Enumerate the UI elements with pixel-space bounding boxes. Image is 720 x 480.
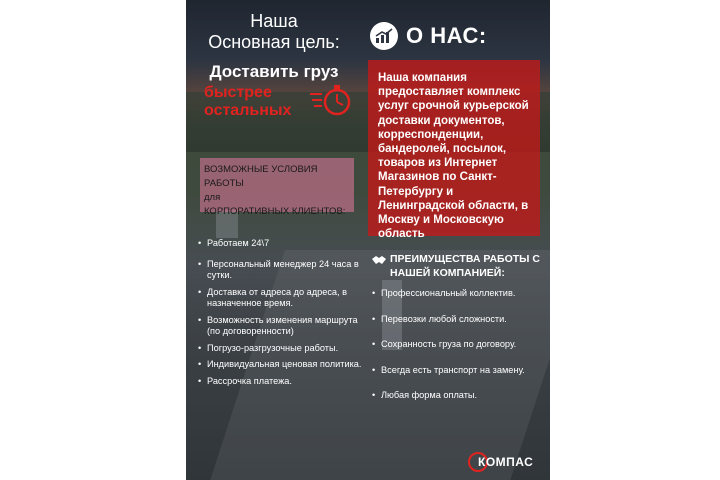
logo-text: КОМПАС [478, 455, 534, 469]
advantages-line-2: НАШЕЙ КОМПАНИЕЙ: [390, 267, 505, 279]
about-title: О НАС: [406, 23, 487, 48]
list-item: • Возможность изменения маршрута (по договоренности) [198, 315, 368, 338]
advantages-list [372, 288, 544, 402]
goal-line-4: быстрее [204, 84, 272, 101]
list-item: • Доставка от адреса до адреса, в назначенное время. [198, 287, 368, 310]
conditions-line-3: КОРПОРАТИВНЫХ КЛИЕНТОВ: [204, 206, 346, 217]
conditions-line-2: для [204, 192, 221, 203]
goal-line-5: остальных [204, 102, 292, 119]
goal-line-2: Основная цель: [208, 32, 340, 52]
list-item: • Персональный менеджер 24 часа в сутки. [198, 259, 368, 282]
list-item: • Всегда есть транспорт на замену. [372, 365, 544, 377]
stopwatch-icon [310, 80, 354, 120]
list-item: • Любая форма оплаты. [372, 390, 544, 402]
list-item: • Перевозки любой сложности. [372, 314, 544, 326]
chart-icon [370, 22, 398, 50]
conditions-list [198, 238, 368, 387]
conditions-heading [204, 163, 354, 219]
about-text: Наша компания предоставляет комплекс услуг срочной курьерской доставки документов, корреспонденции, бандеролей, посылок, товаров из Интернет Магазинов по Санкт-Петербургу и Ленинградской области, в Москву и Московскую область [378, 72, 529, 241]
about-header [370, 22, 487, 50]
conditions-line-1: ВОЗМОЖНЫЕ УСЛОВИЯ РАБОТЫ [204, 164, 318, 189]
list-item: • Работаем 24\7 [198, 238, 368, 250]
goal-highlight [204, 84, 291, 120]
list-item: • Рассрочка платежа. [198, 376, 368, 388]
goal-line-3: Доставить груз [209, 62, 339, 81]
advantages-heading [372, 252, 544, 280]
chart-glyph [375, 28, 393, 44]
poster [186, 0, 550, 480]
list-item: • Сохранность груза по договору. [372, 339, 544, 351]
list-item: • Погрузо-разгрузочные работы. [198, 343, 368, 355]
list-item: • Профессиональный коллектив. [372, 288, 544, 300]
goal-line-1: Наша [250, 11, 298, 31]
list-item: • Индивидуальная ценовая политика. [198, 359, 368, 371]
company-logo [468, 452, 533, 472]
advantages-line-1: ПРЕИМУЩЕСТВА РАБОТЫ С [390, 253, 540, 265]
